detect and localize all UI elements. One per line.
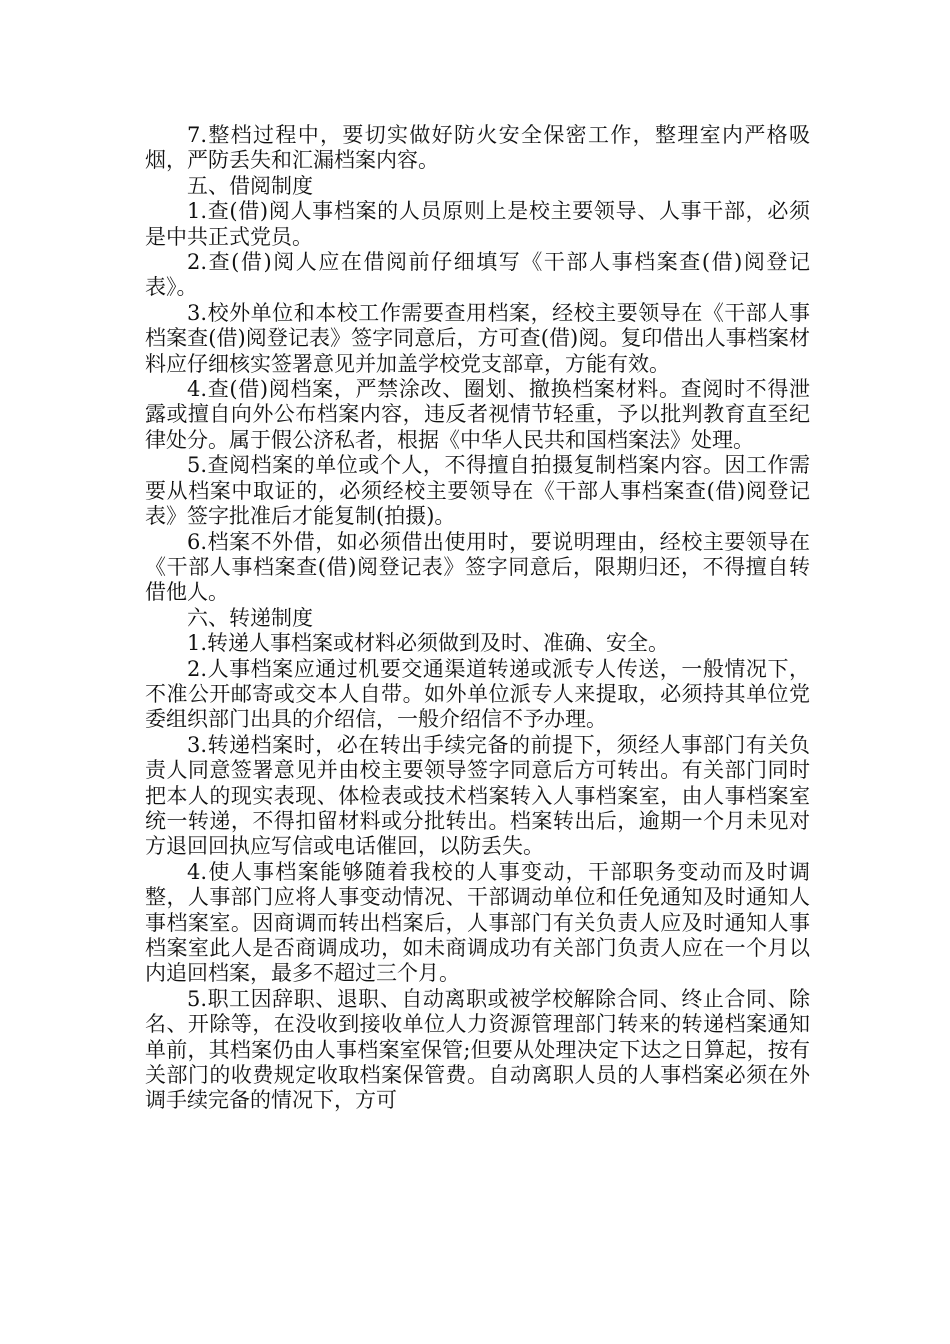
paragraph-borrow-6: 6.档案不外借，如必须借出使用时，要说明理由，经校主要领导在《干部人事档案查(借)阅登记表》签字同意后，限期归还，不得擅自转借他人。 bbox=[145, 529, 810, 605]
paragraph-borrow-4: 4.查(借)阅档案，严禁涂改、圈划、撤换档案材料。查阅时不得泄露或擅自向外公布档案内容，违反者视情节轻重，予以批判教育直至纪律处分。属于假公济私者，根据《中华人民共和国档案法》处理。 bbox=[145, 377, 810, 452]
paragraph-item-7-fire-safety: 7.整档过程中，要切实做好防火安全保密工作，整理室内严格吸烟，严防丢失和汇漏档案内容。 bbox=[145, 123, 810, 173]
paragraph-transfer-2: 2.人事档案应通过机要交通渠道转递或派专人传送，一般情况下，不准公开邮寄或交本人自带。如外单位派专人来提取，必须持其单位党委组织部门出具的介绍信，一般介绍信不予办理。 bbox=[145, 656, 810, 732]
paragraph-borrow-2: 2.查(借)阅人应在借阅前仔细填写《干部人事档案查(借)阅登记表》。 bbox=[145, 250, 810, 300]
paragraph-transfer-4: 4.使人事档案能够随着我校的人事变动，干部职务变动而及时调整，人事部门应将人事变动情况、干部调动单位和任免通知及时通知人事档案室。因商调而转出档案后，人事部门有关负责人应及时通知人事档案室此人是否商调成功，如未商调成功有关部门负责人应在一个月以内追回档案，最多不超过三个月。 bbox=[145, 859, 810, 986]
paragraph-borrow-3: 3.校外单位和本校工作需要查用档案，经校主要领导在《干部人事档案查(借)阅登记表》签字同意后，方可查(借)阅。复印借出人事档案材料应仔细核实签署意见并加盖学校党支部章，方能有效。 bbox=[145, 300, 810, 376]
paragraph-transfer-3: 3.转递档案时，必在转出手续完备的前提下，须经人事部门有关负责人同意签署意见并由校主要领导签字同意后方可转出。有关部门同时把本人的现实表现、体检表或技术档案转入人事档案室，由人事档案室统一转递，不得扣留材料或分批转出。档案转出后，逾期一个月未见对方退回回执应写信或电话催回，以防丢失。 bbox=[145, 732, 810, 859]
section-heading-borrowing: 五、借阅制度 bbox=[187, 173, 313, 198]
paragraph-borrow-1: 1.查(借)阅人事档案的人员原则上是校主要领导、人事干部，必须是中共正式党员。 bbox=[145, 199, 810, 249]
section-heading-transfer: 六、转递制度 bbox=[187, 605, 313, 630]
paragraph-transfer-1: 1.转递人事档案或材料必须做到及时、准确、安全。 bbox=[187, 631, 670, 656]
paragraph-borrow-5: 5.查阅档案的单位或个人，不得擅自拍摄复制档案内容。因工作需要从档案中取证的，必须经校主要领导在《干部人事档案查(借)阅登记表》签字批准后才能复制(拍摄)。 bbox=[145, 453, 810, 529]
paragraph-transfer-5: 5.职工因辞职、退职、自动离职或被学校解除合同、终止合同、除名、开除等，在没收到接收单位人力资源管理部门转来的转递档案通知单前，其档案仍由人事档案室保管;但要从处理决定下达之日算起，按有关部门的收费规定收取档案保管费。自动离职人员的人事档案必须在外调手续完备的情况下，方可 bbox=[145, 986, 810, 1113]
document-body bbox=[145, 123, 810, 1114]
